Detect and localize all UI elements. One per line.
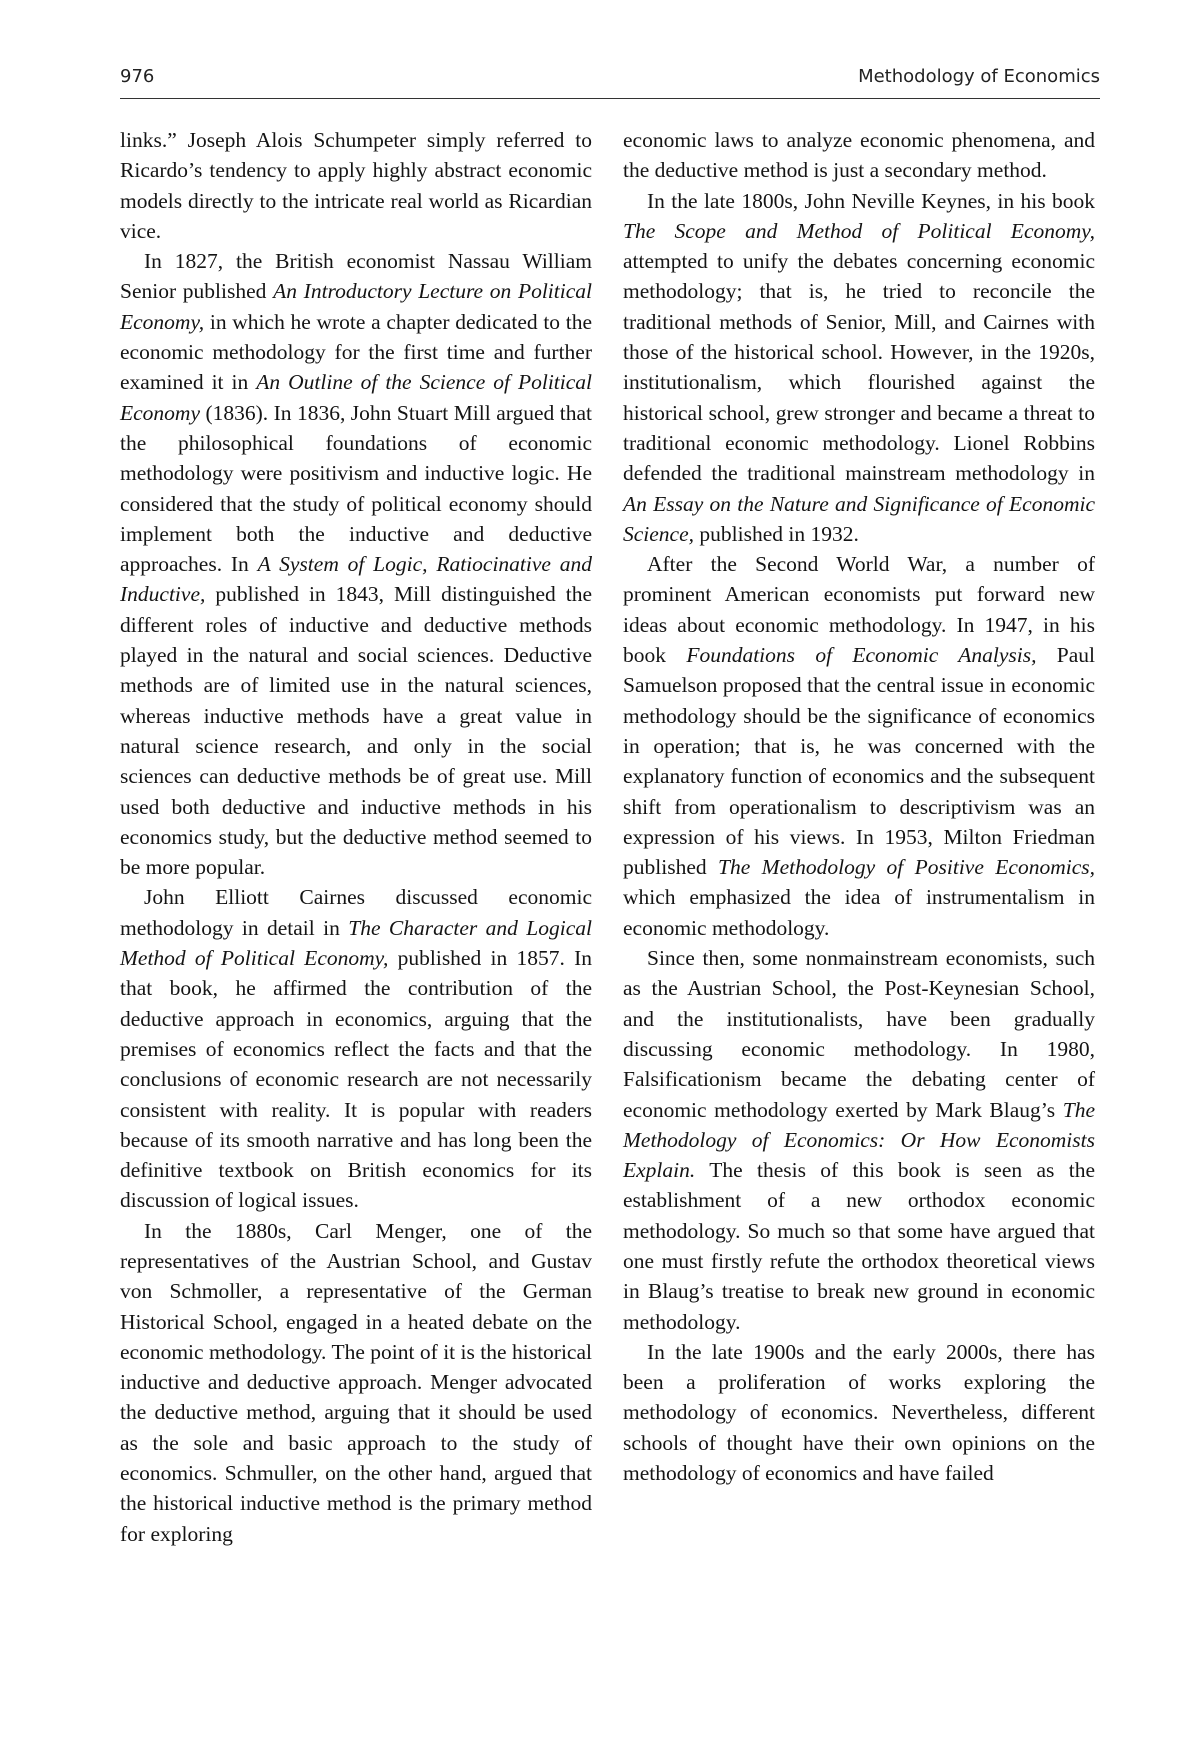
paragraph: In 1827, the British economist Nassau William Senior published An Introductory Lecture on Political Economy, in which he wrote a chapter dedicated to the economic methodology for the first time and further examined it in An Outline of the Science of Political Economy (1836). In 1836, John Stuart Mill argued that the philosophical foundations of economic methodology were positivism and inductive logic. He considered that the study of political economy should implement both the inductive and deductive approaches. In A System of Logic, Ratiocinative and Inductive, published in 1843, Mill distinguished the different roles of inductive and deductive methods played in the natural and social sciences. Deductive methods are of limited use in the natural sciences, whereas inductive methods have a great value in natural science research, and only in the social sciences can deductive methods be of great use. Mill used both deductive and inductive methods in his economics study, but the deductive method seemed to be more popular. (120, 249, 593, 880)
paragraph: Since then, some nonmainstream economists, such as the Austrian School, the Post-Keynesian School, and the institutionalists, have been gradually discussing economic methodology. In 1980, Falsificationism became the debating center of economic methodology exerted by Mark Blaug’s The Methodology of Economics: Or How Economists Explain. The thesis of this book is seen as the establishment of a new orthodox economic methodology. So much so that some have argued that one must firstly refute the orthodox theoretical views in Blaug’s treatise to break new ground in economic methodology. (623, 946, 1095, 1334)
book-title: The Scope and Method of Political Economy, (623, 218, 1095, 243)
page-header (120, 60, 1100, 96)
book-title: The Character and Logical Method of Political Economy, (120, 915, 592, 971)
body-text (120, 125, 1100, 1605)
book-title: The Methodology of Positive Economics, (718, 855, 1095, 880)
paragraph: In the 1880s, Carl Menger, one of the representatives of the Austrian School, and Gustav von Schmoller, a representative of the German Historical School, engaged in a heated debate on the economic methodology. The point of it is the historical inductive and deductive approach. Menger advocated the deductive method, arguing that it should be used as the sole and basic approach to the study of economics. Schmuller, on the other hand, argued that the historical inductive method is the primary method for exploring (120, 1218, 592, 1546)
book-title: An Introductory Lecture on Political Economy, (120, 279, 592, 334)
book-title: A System of Logic, Ratiocinative and Inductive, (120, 552, 592, 607)
header-rule (120, 98, 1100, 99)
book-title: An Outline of the Science of Political Economy (120, 370, 593, 425)
right-column (623, 125, 1095, 1488)
book-title: An Essay on the Nature and Significance of Economic Science, (623, 491, 1095, 546)
left-column (120, 125, 592, 1549)
running-head: Methodology of Economics (858, 66, 1100, 87)
paragraph: In the late 1800s, John Neville Keynes, in his book The Scope and Method of Political Economy, attempted to unify the debates concerning economic methodology; that is, he tried to reconcile the traditional methods of Senior, Mill, and Cairnes with those of the historical school. However, in the 1920s, institutionalism, which flourished against the historical school, grew stronger and became a threat to traditional economic methodology. Lionel Robbins defended the traditional mainstream methodology in An Essay on the Nature and Significance of Economic Science, published in 1932. (623, 188, 1095, 546)
paragraph-continued: links.” Joseph Alois Schumpeter simply referred to Ricardo’s tendency to apply highly abstract economic models directly to the intricate real world as Ricardian vice. (120, 128, 592, 243)
paragraph: In the late 1900s and the early 2000s, there has been a proliferation of works exploring the methodology of economics. Nevertheless, different schools of thought have their own opinions on the methodology of economics and have failed (623, 1339, 1095, 1486)
page-number: 976 (120, 66, 155, 87)
book-title: Foundations of Economic Analysis, (686, 643, 1037, 668)
paragraph-continued: economic laws to analyze economic phenomena, and the deductive method is just a secondary method. (623, 128, 1095, 183)
paragraph: After the Second World War, a number of prominent American economists put forward new ideas about economic methodology. In 1947, in his book Foundations of Economic Analysis, Paul Samuelson proposed that the central issue in economic methodology should be the significance of economics in operation; that is, he was concerned with the explanatory function of economics and the subsequent shift from operationalism to descriptivism was an expression of his views. In 1953, Milton Friedman published The Methodology of Positive Economics, which emphasized the idea of instrumentalism in economic methodology. (623, 552, 1095, 940)
paragraph: John Elliott Cairnes discussed economic methodology in detail in The Character and Logical Method of Political Economy, published in 1857. In that book, he affirmed the contribution of the deductive approach in economics, arguing that the premises of economics reflect the facts and that the conclusions of economic research are not necessarily consistent with reality. It is popular with readers because of its smooth narrative and has long been the definitive textbook on British economics for its discussion of logical issues. (120, 885, 592, 1213)
book-title: The Methodology of Economics: Or How Economists Explain. (623, 1097, 1095, 1183)
